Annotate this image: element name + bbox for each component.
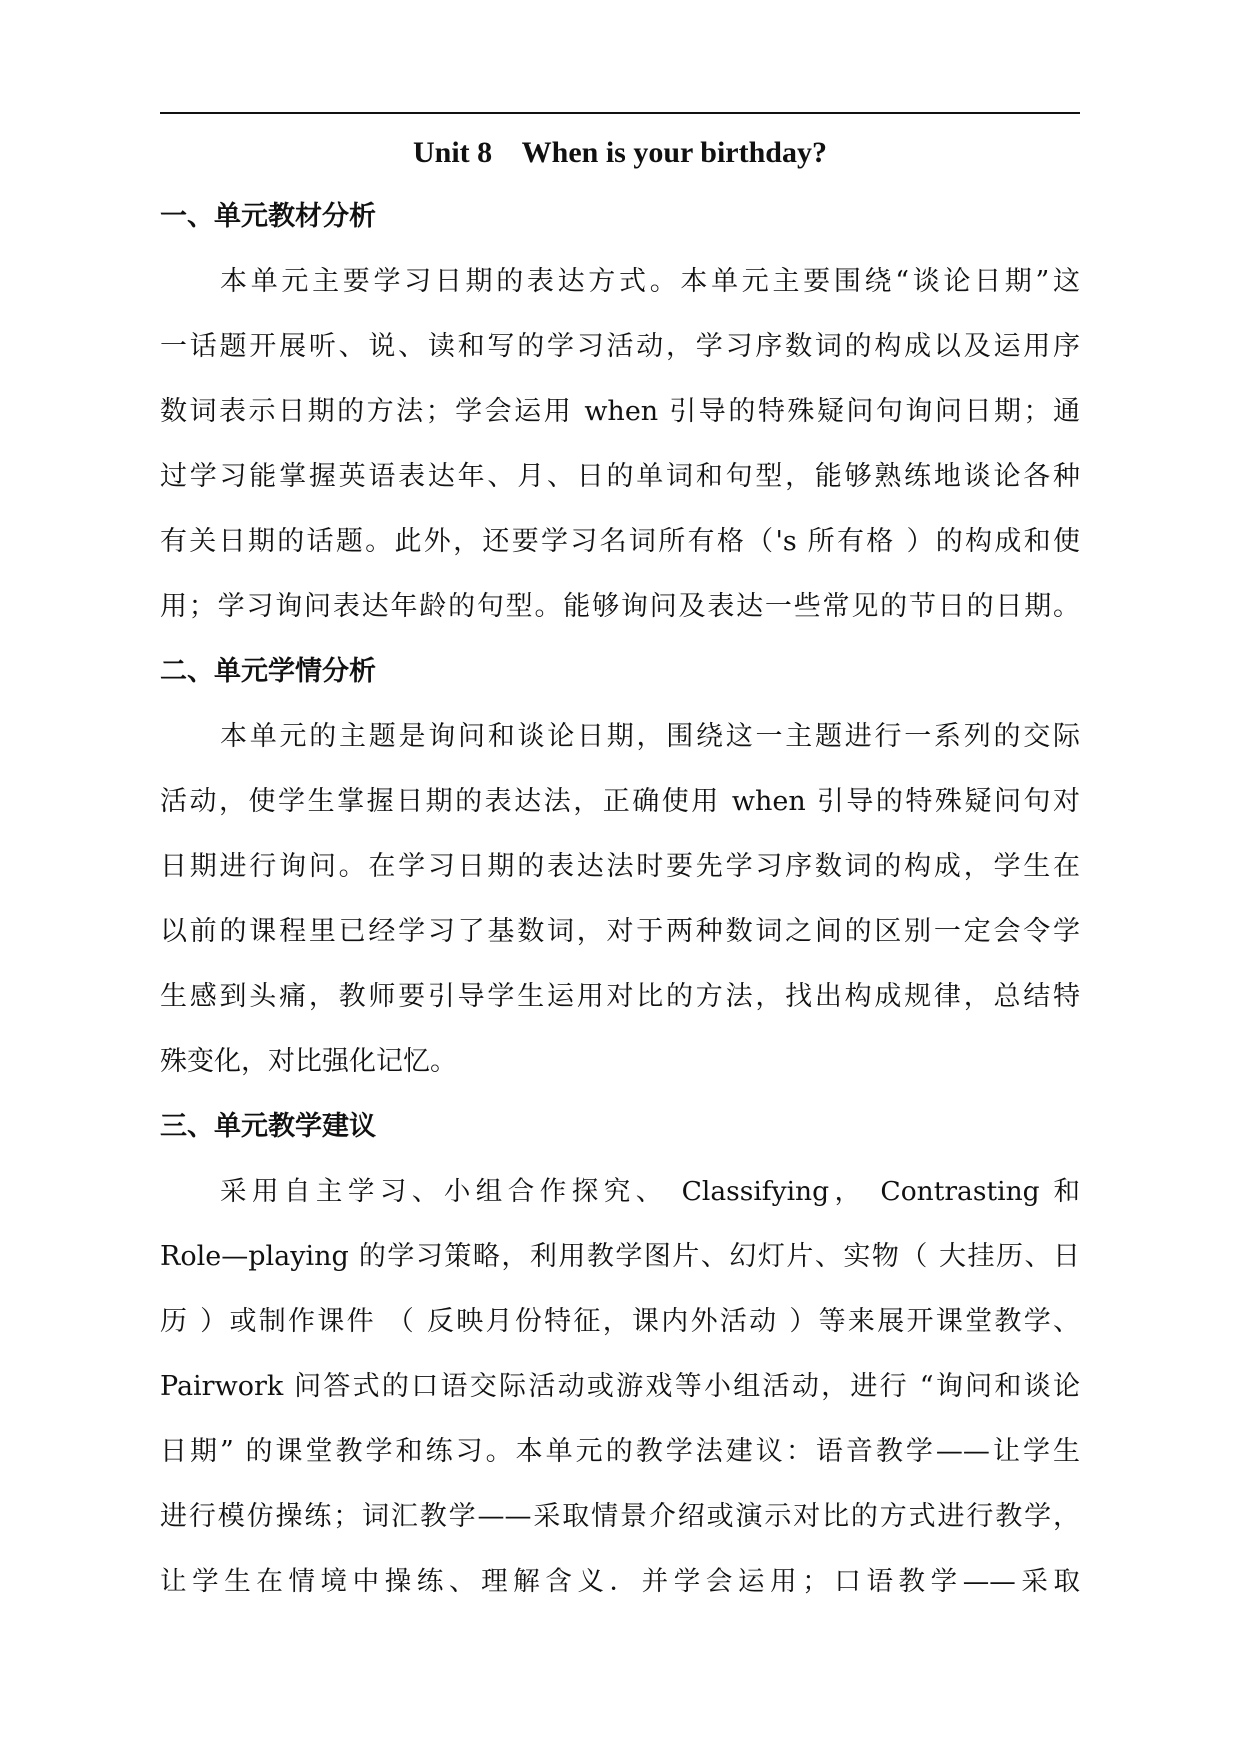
paragraph-line: 一话题开展听、说、读和写的学习活动，学习序数词的构成以及运用序 bbox=[160, 331, 1080, 362]
section-heading-3: 三、单元教学建议 bbox=[160, 1111, 376, 1142]
paragraph-line: 过学习能掌握英语表达年、月、日的单词和句型，能够熟练地谈论各种 bbox=[160, 461, 1080, 492]
section-body-1 bbox=[160, 262, 1080, 652]
section-heading-2: 二、单元学情分析 bbox=[160, 656, 376, 687]
paragraph-line: Role—playing 的学习策略，利用教学图片、幻灯片、实物（ 大挂历、日 bbox=[160, 1241, 1080, 1272]
paragraph-line: 本单元的主题是询问和谈论日期，围绕这一主题进行一系列的交际 bbox=[220, 721, 1080, 752]
paragraph-line: 用；学习询问表达年龄的句型。能够询问及表达一些常见的节日的日期。 bbox=[160, 591, 1080, 622]
header-rule bbox=[160, 112, 1080, 114]
paragraph-line: Pairwork 问答式的口语交际活动或游戏等小组活动，进行 “询问和谈论 bbox=[160, 1371, 1080, 1402]
paragraph-line: 本单元主要学习日期的表达方式。本单元主要围绕“谈论日期”这 bbox=[220, 266, 1080, 297]
section-body-3 bbox=[160, 1172, 1080, 1627]
paragraph-line: 让学生在情境中操练、理解含义．并学会运用；口语教学——采取 bbox=[160, 1566, 1080, 1597]
paragraph-line: 日期” 的课堂教学和练习。本单元的教学法建议：语音教学——让学生 bbox=[160, 1436, 1080, 1467]
section-heading-1: 一、单元教材分析 bbox=[160, 201, 376, 232]
paragraph-line: 采用自主学习、小组合作探究、 Classifying， Contrasting 和 bbox=[220, 1176, 1080, 1207]
paragraph-line: 以前的课程里已经学习了基数词，对于两种数词之间的区别一定会令学 bbox=[160, 916, 1080, 947]
section-body-2 bbox=[160, 717, 1080, 1107]
paragraph-line: 历 ）或制作课件 （ 反映月份特征，课内外活动 ）等来展开课堂教学、 bbox=[160, 1306, 1080, 1337]
paragraph-line: 数词表示日期的方法；学会运用 when 引导的特殊疑问句询问日期；通 bbox=[160, 396, 1080, 427]
document-title: Unit 8 When is your birthday? bbox=[413, 136, 827, 169]
paragraph-line: 活动，使学生掌握日期的表达法，正确使用 when 引导的特殊疑问句对 bbox=[160, 786, 1080, 817]
paragraph-line: 有关日期的话题。此外，还要学习名词所有格（'s 所有格 ）的构成和使 bbox=[160, 526, 1080, 557]
paragraph-line: 日期进行询问。在学习日期的表达法时要先学习序数词的构成，学生在 bbox=[160, 851, 1080, 882]
paragraph-line: 进行模仿操练；词汇教学——采取情景介绍或演示对比的方式进行教学， bbox=[160, 1501, 1080, 1532]
paragraph-line: 生感到头痛，教师要引导学生运用对比的方法，找出构成规律，总结特 bbox=[160, 981, 1080, 1012]
paragraph-line: 殊变化，对比强化记忆。 bbox=[160, 1046, 457, 1077]
